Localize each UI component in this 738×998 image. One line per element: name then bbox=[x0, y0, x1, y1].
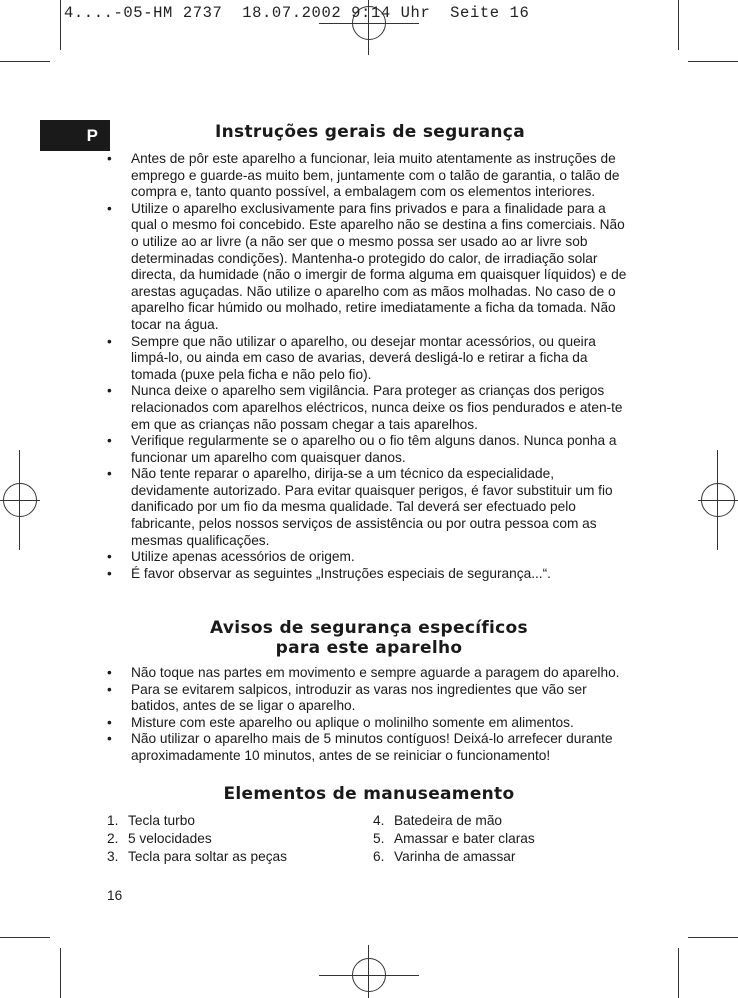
specific-safety-title-line2: para este aparelho bbox=[275, 638, 463, 658]
control-label: 5 velocidades bbox=[128, 831, 212, 846]
control-item bbox=[373, 830, 535, 848]
list-item: • Não tente reparar o aparelho, dirija-se a um técnico da especialidade, devidamente autorizado. Para evitar quaisquer perigos, é favor substituir um fio danificado por um fio da mesma qualidade. Tal deverá ser efectuado pelo fabricante, pelos nossos serviços de assistência ou por outra pessoa com as mesmas qualificações. bbox=[107, 466, 633, 549]
list-item: • Sempre que não utilizar o aparelho, ou desejar montar acessórios, ou queira limpá-lo, ou ainda em caso de avarias, deverá desligá-lo e retirar a ficha da tomada (puxe pela ficha e não pelo fio). bbox=[107, 334, 633, 384]
list-item: • Misture com este aparelho ou aplique o molinilho somente em alimentos. bbox=[107, 715, 633, 732]
list-item: • Para se evitarem salpicos, introduzir as varas nos ingredientes que vão ser batidos, antes de se ligar o aparelho. bbox=[107, 682, 633, 715]
control-number: 4. bbox=[373, 813, 385, 828]
control-number: 3. bbox=[107, 849, 119, 864]
control-label: Amassar e bater claras bbox=[394, 831, 535, 846]
control-number: 5. bbox=[373, 831, 385, 846]
control-item bbox=[373, 848, 535, 866]
page-number: 16 bbox=[107, 888, 123, 903]
general-safety-title: Instruções gerais de segurança bbox=[215, 122, 525, 142]
control-item bbox=[107, 848, 287, 866]
control-number: 2. bbox=[107, 831, 119, 846]
print-slug: 4....-05-HM 2737 18.07.2002 9:14 Uhr Seite 16 bbox=[64, 4, 530, 22]
control-label: Batedeira de mão bbox=[394, 813, 503, 828]
control-item bbox=[107, 812, 287, 830]
control-item bbox=[107, 830, 287, 848]
controls-title: Elementos de manuseamento bbox=[223, 784, 515, 804]
list-item: • Utilize o aparelho exclusivamente para fins privados e para a finalidade para a qual o mesmo foi concebido. Este aparelho não se destina a fins comerciais. Não o utilize ao ar livre (a não ser que o mesmo possa ser usado ao ar livre sob determinadas condições). Mantenha-o protegido do calor, de irradiação solar directa, da humidade (não o imergir de forma alguma em quaisquer líquidos) e de arestas aguçadas. Não utilize o aparelho com as mãos molhadas. No caso de o aparelho ficar húmido ou molhado, retire imediatamente a ficha da tomada. Não tocar na água. bbox=[107, 201, 633, 334]
language-tab: P bbox=[40, 120, 110, 151]
list-item: • Não utilizar o aparelho mais de 5 minutos contíguos! Deixá-lo arrefecer durante aproximadamente 10 minutos, antes de se reiniciar o funcionamento! bbox=[107, 731, 633, 764]
control-label: Tecla turbo bbox=[128, 813, 195, 828]
list-item: • Antes de pôr este aparelho a funcionar, leia muito atentamente as instruções de emprego e guarde-as muito bem, juntamente com o talão de garantia, o talão de compra e, tanto quanto possível, a embalagem com os elementos interiores. bbox=[107, 151, 633, 201]
list-item: • Não toque nas partes em movimento e sempre aguarde a paragem do aparelho. bbox=[107, 665, 633, 682]
list-item: • É favor observar as seguintes „Instruções especiais de segurança...“. bbox=[107, 566, 633, 583]
list-item: • Utilize apenas acessórios de origem. bbox=[107, 549, 633, 566]
control-item bbox=[373, 812, 535, 830]
specific-safety-title-line1: Avisos de segurança específicos bbox=[210, 618, 528, 638]
list-item: • Verifique regularmente se o aparelho ou o fio têm alguns danos. Nunca ponha a funcionar um aparelho com quaisquer danos. bbox=[107, 433, 633, 466]
controls-list-left bbox=[107, 812, 287, 866]
control-number: 1. bbox=[107, 813, 119, 828]
specific-safety-title bbox=[0, 618, 738, 658]
list-item: • Nunca deixe o aparelho sem vigilância. Para proteger as crianças dos perigos relacionados com aparelhos eléctricos, nunca deixe os fios pendurados e aten-te em que as crianças não possam chegar a tais aparelhos. bbox=[107, 383, 633, 433]
general-safety-list bbox=[107, 151, 633, 582]
specific-safety-list bbox=[107, 665, 633, 765]
control-number: 6. bbox=[373, 849, 385, 864]
control-label: Varinha de amassar bbox=[394, 849, 516, 864]
control-label: Tecla para soltar as peças bbox=[128, 849, 288, 864]
controls-list-right bbox=[373, 812, 535, 866]
